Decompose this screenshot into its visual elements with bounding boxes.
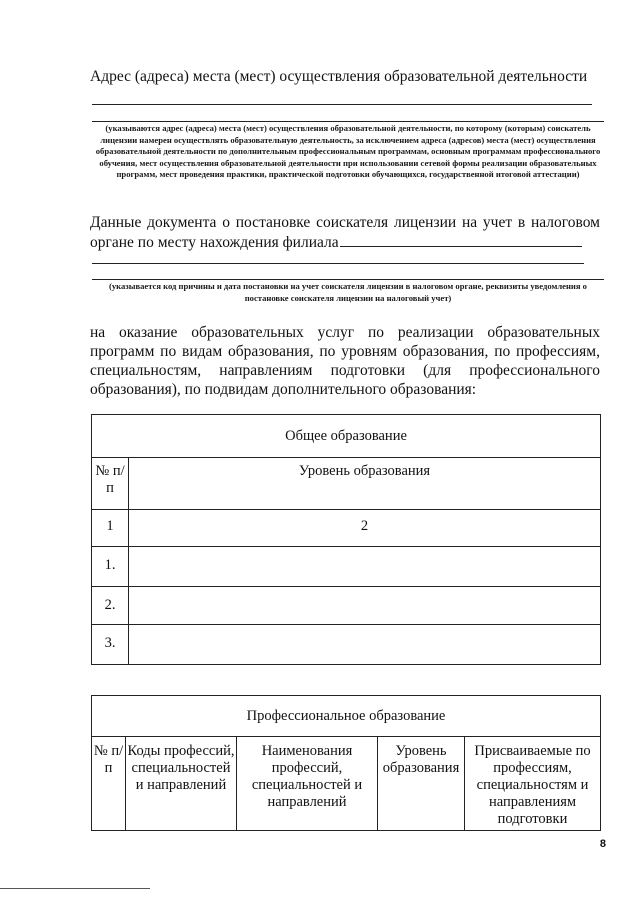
address-title: Адрес (адреса) места (мест) осуществления образовательной деятельности [90, 68, 588, 85]
tax-fill-line [340, 246, 582, 247]
footer-rule [0, 888, 150, 889]
num-header: № п/п [92, 737, 126, 831]
address-fill-line [92, 121, 604, 122]
general-table-title: Общее образование [92, 415, 601, 458]
tax-registration-label: Данные документа о постановке соискателя лицензии на учет в налоговом органе по месту нахождения филиала [90, 214, 600, 251]
services-paragraph: на оказание образовательных услуг по реализации образовательных программ по видам образования, по уровням образования, по профессиям, специальностям, направлениям подготовки (для профессионального образования), по подвидам дополнительного образования: [90, 324, 600, 398]
codes-header: Коды профессий, специальностей и направлений [126, 737, 237, 831]
tax-fill-line [92, 263, 584, 264]
level-cell [129, 625, 601, 665]
level-header: Уровень образования [129, 458, 601, 510]
row-number: 2. [92, 587, 129, 625]
tax-fill-line [92, 279, 604, 280]
names-header: Наименования профессий, специальностей и направлений [237, 737, 378, 831]
qualification-header: Присваиваемые по профессиям, специальностям и направлениям подготовки [465, 737, 601, 831]
level-cell [129, 587, 601, 625]
address-note: (указываются адрес (адреса) места (мест) осуществления образовательной деятельности, по которому (которым) соискатель лицензии намерен осуществлять образовательную деятельность, за исключением адреса (адресов) места (мест) осуществления образовательной деятельности по дополнительным профессиональным программам, основным программам профессионального обучения, мест осуществления образовательной деятельности при использовании сетевой формы реализации образовательных программ, мест проведения практики, практической подготовки обучающихся, государственной итоговой аттестации) [95, 123, 601, 180]
row-number: 1. [92, 547, 129, 587]
row-number: 3. [92, 625, 129, 665]
level-header: Уровень образования [378, 737, 465, 831]
column-number: 2 [129, 510, 601, 547]
page-number: 8 [599, 838, 606, 850]
prof-table-title: Профессиональное образование [92, 696, 601, 737]
professional-education-table [91, 695, 601, 831]
level-cell [129, 547, 601, 587]
general-education-table [91, 414, 601, 665]
num-header: № п/п [92, 458, 129, 510]
column-number: 1 [92, 510, 129, 547]
tax-note: (указывается код причины и дата постановки на учет соискателя лицензии в налоговом органе, реквизиты уведомления о постановке соискателя лицензии на налоговый учет) [109, 281, 587, 303]
address-fill-line [92, 104, 592, 105]
